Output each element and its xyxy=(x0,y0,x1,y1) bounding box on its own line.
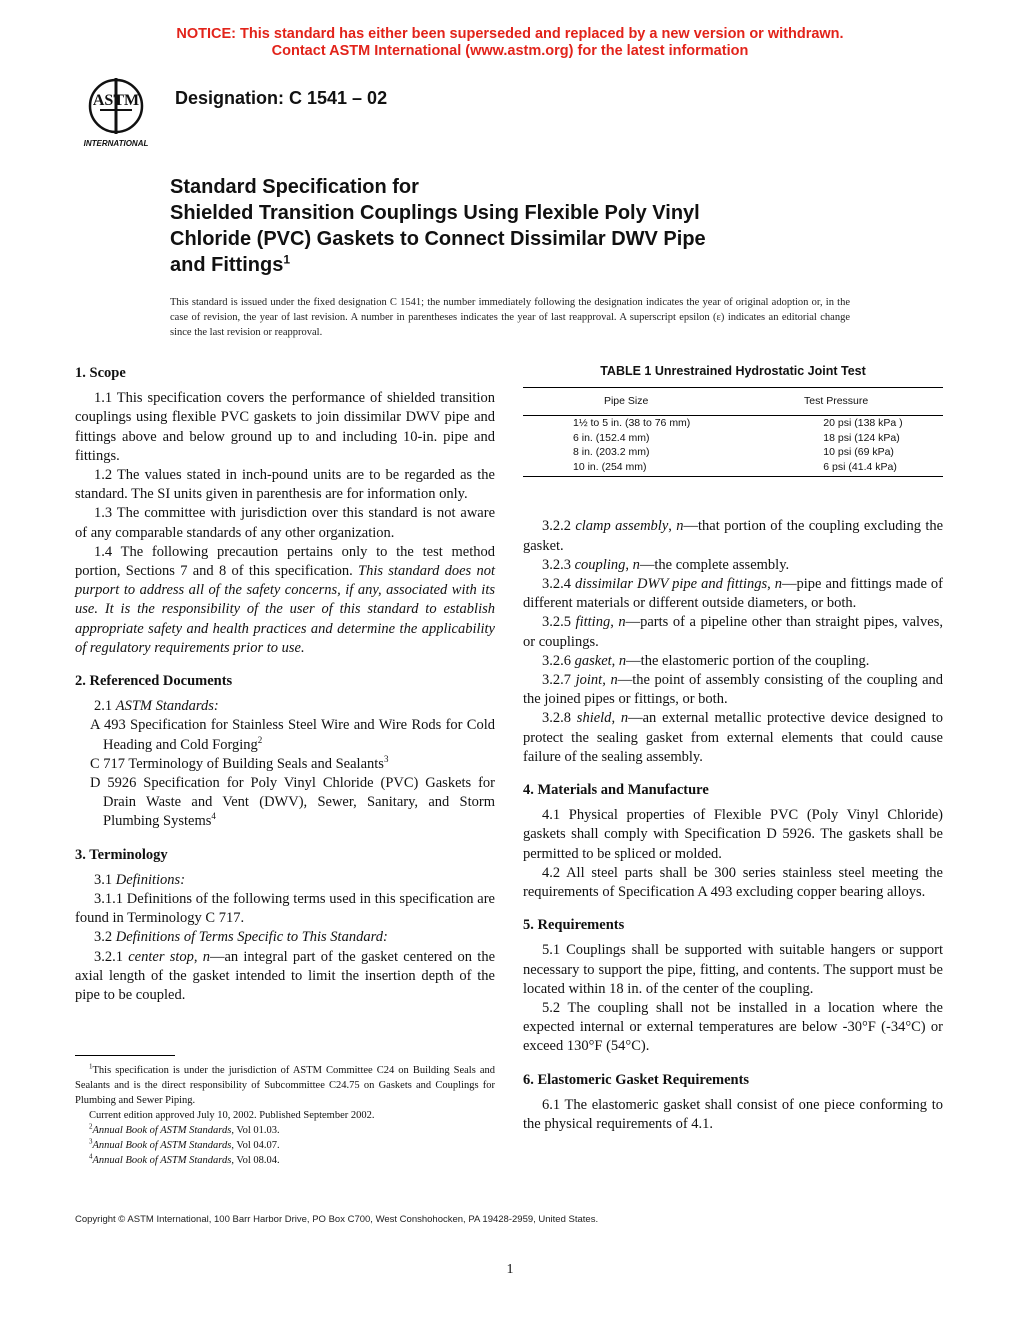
table-row xyxy=(523,431,943,446)
definition-part-of-speech: n xyxy=(620,710,629,727)
definition-text: —parts of a pipeline other than straight pipes, valves, or couplings. xyxy=(523,614,944,650)
definition-number: 3.2.2 xyxy=(542,518,576,535)
paragraph-3-1-1: 3.1.1 Definitions of the following terms used in this specification are found in Terminology C 717. xyxy=(75,891,495,927)
paragraph-5-1: 5.1 Couplings shall be supported with suitable hangers or support necessary to support the pipe, fitting, and contents. The support must be located within 18 in. of the center of the coupling. xyxy=(523,942,943,997)
cell-pipe-size: 6 in. (152.4 mm) xyxy=(573,431,650,444)
title-line-1: Standard Specification for xyxy=(170,176,419,198)
paragraph-3-1-number: 3.1 xyxy=(94,871,116,888)
definition-3-2-7: 3.2.7 joint, n—the point of assembly consisting of the coupling and the joined pipes or fittings, or both. xyxy=(523,672,944,708)
footnote-4 xyxy=(75,1153,495,1168)
definition-part-of-speech: n xyxy=(618,652,627,669)
section-heading-materials: 4. Materials and Manufacture xyxy=(523,782,709,799)
definition-number: 3.2.5 xyxy=(542,614,576,631)
footnotes xyxy=(75,1063,495,1168)
title-footnote-mark: 1 xyxy=(283,252,291,267)
paragraph-2-1 xyxy=(75,697,495,716)
table-title: Unrestrained Hydrostatic Joint Test xyxy=(654,364,866,378)
table-row xyxy=(523,445,943,460)
cell-test-pressure: 18 psi (124 kPa) xyxy=(823,431,900,444)
cell-pipe-size: 1½ to 5 in. (38 to 76 mm) xyxy=(573,417,691,430)
page-number: 1 xyxy=(506,1262,514,1277)
paragraph-5-2: 5.2 The coupling shall not be installed in a location where the expected internal or external temperatures are below -30°F (-34°C) or exceed 130°F (54°C). xyxy=(523,1000,943,1055)
paragraph-6-1: 6.1 The elastomeric gasket shall consist of one piece conforming to the physical requirements of 4.1. xyxy=(523,1096,943,1133)
definition-part-of-speech: n xyxy=(676,518,684,535)
table-label: TABLE 1 xyxy=(600,364,652,378)
definition-text: —pipe and fittings made of different materials or different outside diameters, or both. xyxy=(523,576,943,612)
definition-number: 3.2.7 xyxy=(542,672,576,689)
footnote-volume: , Vol 08.04. xyxy=(231,1155,280,1166)
definition-3-2-5: 3.2.5 fitting, n—parts of a pipeline other than straight pipes, valves, or couplings. xyxy=(523,614,944,650)
definition-term: dissimilar DWV pipe and fittings xyxy=(575,576,768,593)
section-heading-referenced-documents: 2. Referenced Documents xyxy=(75,673,233,690)
reference-c717-footnote-mark: 3 xyxy=(383,754,389,765)
reference-a493-text: A 493 Specification for Stainless Steel Wire and Wire Rods for Cold Heading and Cold Forging xyxy=(90,717,495,753)
definition-term: center stop xyxy=(128,948,194,965)
footnote-2 xyxy=(75,1123,495,1138)
paragraph-1-2: 1.2 The values stated in inch-pound units are to be regarded as the standard. The SI units given in parenthesis are for information only. xyxy=(75,467,495,503)
section-heading-terminology: 3. Terminology xyxy=(75,846,168,863)
definition-part-of-speech: n xyxy=(202,948,210,965)
withdrawal-notice xyxy=(0,26,1020,60)
definition-text: —the elastomeric portion of the coupling. xyxy=(626,652,870,669)
footnote-mark: 3 xyxy=(89,1137,93,1146)
cell-pipe-size: 8 in. (203.2 mm) xyxy=(573,446,650,459)
definition-number: 3.2.8 xyxy=(542,710,577,727)
footnote-1-edition: Current edition approved July 10, 2002. Published September 2002. xyxy=(89,1110,375,1121)
definition-part-of-speech: n xyxy=(610,672,618,689)
reference-d5926-text: D 5926 Specification for Poly Vinyl Chloride (PVC) Gaskets for Drain Waste and Vent (DWV), Sewer, Sanitary, and Storm Plumbing Systems xyxy=(90,775,495,830)
definition-3-2-4: 3.2.4 dissimilar DWV pipe and fittings, n—pipe and fittings made of different materials or different outside diameters, or both. xyxy=(523,576,943,612)
column-header-pipe-size: Pipe Size xyxy=(523,388,729,416)
definition-term: coupling xyxy=(574,556,626,573)
table-caption xyxy=(523,362,943,381)
definition-term: joint xyxy=(575,672,603,689)
logo-caption: INTERNATIONAL xyxy=(83,139,149,148)
definition-term: fitting xyxy=(575,614,611,631)
definition-part-of-speech: n xyxy=(632,556,640,573)
paragraph-4-1: 4.1 Physical properties of Flexible PVC (Poly Vinyl Chloride) gaskets shall comply with Specification D 5926. The gaskets shall be permitted to be spliced or molded. xyxy=(523,807,943,862)
definition-part-of-speech: n xyxy=(618,614,626,631)
paragraph-3-1 xyxy=(75,871,495,890)
right-column xyxy=(523,362,943,1134)
column-header-test-pressure: Test Pressure xyxy=(729,388,943,416)
footnote-book-title: Annual Book of ASTM Standards xyxy=(92,1125,232,1136)
paragraph-3-1-title: Definitions: xyxy=(115,871,186,888)
copyright-line: Copyright © ASTM International, 100 Barr Harbor Drive, PO Box C700, West Conshohocken, PA 19428-2959, United States. xyxy=(75,1214,599,1225)
astm-logo-icon xyxy=(70,72,162,150)
definition-text: —an integral part of the gasket centered on the axial length of the gasket intended to limit the insertion depth of the pipe to be coupled. xyxy=(75,948,496,1004)
definition-3-2-8: 3.2.8 shield, n—an external metallic protective device designed to protect the sealing gasket from external elements that could cause failure of the sealing assembly. xyxy=(523,710,944,765)
definition-3-2-3: 3.2.3 coupling, n—the complete assembly. xyxy=(542,556,790,573)
footnote-volume: , Vol 04.07. xyxy=(231,1140,280,1151)
notice-line-2: Contact ASTM International (www.astm.org) for the latest information xyxy=(271,43,749,59)
definition-3-2-6: 3.2.6 gasket, n—the elastomeric portion of the coupling. xyxy=(542,652,870,669)
footnote-mark: 2 xyxy=(89,1122,93,1131)
section-heading-scope: 1. Scope xyxy=(75,365,126,381)
hydrostatic-test-table xyxy=(523,387,943,477)
footnote-mark: 4 xyxy=(89,1152,93,1161)
reference-a493-footnote-mark: 2 xyxy=(257,734,263,745)
definition-number: 3.2.4 xyxy=(542,576,575,593)
reference-c717 xyxy=(75,755,495,774)
definition-term: gasket xyxy=(574,652,612,669)
table-row xyxy=(523,460,943,477)
definition-3-2-1: 3.2.1 center stop, n—an integral part of the gasket centered on the axial length of the gasket intended to limit the insertion depth of the pipe to be coupled. xyxy=(75,948,496,1004)
footnote-divider xyxy=(75,1055,175,1056)
reference-c717-text: C 717 Terminology of Building Seals and Sealants xyxy=(90,755,384,772)
cell-test-pressure: 20 psi (138 kPa ) xyxy=(823,417,903,430)
footnote-mark: 1 xyxy=(89,1062,93,1071)
section-heading-requirements: 5. Requirements xyxy=(523,917,625,934)
footnote-book-title: Annual Book of ASTM Standards xyxy=(92,1140,232,1151)
footnote-book-title: Annual Book of ASTM Standards xyxy=(92,1155,232,1166)
definition-3-2-2: 3.2.2 clamp assembly, n—that portion of the coupling excluding the gasket. xyxy=(523,518,944,554)
footnote-3 xyxy=(75,1138,495,1153)
title-line-4: and Fittings xyxy=(170,254,284,276)
reference-a493 xyxy=(75,716,495,754)
definition-number: 3.2.1 xyxy=(94,948,129,965)
table-row xyxy=(523,416,943,431)
footnote-1 xyxy=(75,1063,495,1108)
definition-term: clamp assembly xyxy=(575,518,669,535)
standard-title xyxy=(170,174,870,278)
designation: Designation: C 1541 – 02 xyxy=(175,88,388,108)
reference-d5926 xyxy=(75,774,495,832)
section-heading-elastomeric-gasket: 6. Elastomeric Gasket Requirements xyxy=(523,1071,750,1088)
definition-number: 3.2.3 xyxy=(542,556,575,573)
left-column xyxy=(75,364,495,1005)
definition-number: 3.2.6 xyxy=(542,652,575,669)
cell-pipe-size: 10 in. (254 mm) xyxy=(523,460,729,477)
title-line-3: Chloride (PVC) Gaskets to Connect Dissimilar DWV Pipe xyxy=(170,228,706,250)
definition-text: —the complete assembly. xyxy=(639,556,790,573)
paragraph-3-2 xyxy=(75,928,495,947)
cell-test-pressure: 10 psi (69 kPa) xyxy=(823,446,894,459)
reference-d5926-footnote-mark: 4 xyxy=(211,811,216,822)
definition-part-of-speech: n xyxy=(774,576,783,593)
cell-test-pressure: 6 psi (41.4 kPa) xyxy=(729,460,943,477)
safety-caveat: This standard does not purport to address all of the safety concerns, if any, associated with its use. It is the responsibility of the user of this standard to establish appropriate safety and health practices and determine the applicability of regulatory requirements prior to use. xyxy=(75,563,495,656)
paragraph-1-1: 1.1 This specification covers the performance of shielded transition couplings using flexible PVC gaskets to join dissimilar DWV pipe and fittings above and below ground up to and including 10-in. pipe and fittings. xyxy=(75,390,495,464)
definition-text: —that portion of the coupling excluding the gasket. xyxy=(523,518,944,554)
issue-note: This standard is issued under the fixed designation C 1541; the number immediately following the designation indicates the year of original adoption or, in the case of revision, the year of last revision. A number in parentheses indicates the year of last reapproval. A superscript epsilon (ε) indicates an editorial change since the last revision or reapproval. xyxy=(170,297,850,338)
logo-mark: ASTM xyxy=(92,92,140,109)
table-1 xyxy=(523,362,943,477)
footnote-text: This specification is under the jurisdiction of ASTM Committee C24 on Building Seals and Sealants and is the direct responsibility of Subcommittee C24.75 on Gaskets and Couplings for Plumbing and Sewer Piping. xyxy=(75,1065,495,1106)
astm-logo xyxy=(70,72,162,150)
paragraph-2-1-title: ASTM Standards: xyxy=(115,698,219,715)
title-line-2: Shielded Transition Couplings Using Flexible Poly Vinyl xyxy=(170,202,700,224)
paragraph-4-2: 4.2 All steel parts shall be 300 series stainless steel meeting the requirements of Specification A 493 excluding copper bearing alloys. xyxy=(523,864,943,901)
paragraph-2-1-number: 2.1 xyxy=(94,698,116,715)
notice-line-1: NOTICE: This standard has either been superseded and replaced by a new version or withdrawn. xyxy=(176,26,844,42)
definition-text: —an external metallic protective device designed to protect the sealing gasket from external elements that could cause failure of the sealing assembly. xyxy=(523,710,944,765)
paragraph-1-4 xyxy=(75,543,495,658)
definition-text: —the point of assembly consisting of the coupling and the joined pipes or fittings, or both. xyxy=(523,672,944,708)
paragraph-1-3: 1.3 The committee with jurisdiction over this standard is not aware of any comparable standards of any other organization. xyxy=(75,505,495,541)
paragraph-1-4-text: 1.4 The following precaution pertains only to the test method portion, Sections 7 and 8 of this specification. xyxy=(75,543,495,580)
paragraph-3-2-number: 3.2 xyxy=(94,929,116,946)
footnote-volume: , Vol 01.03. xyxy=(231,1125,280,1136)
definition-term: shield xyxy=(576,710,612,727)
paragraph-3-2-title: Definitions of Terms Specific to This Standard: xyxy=(115,929,388,946)
